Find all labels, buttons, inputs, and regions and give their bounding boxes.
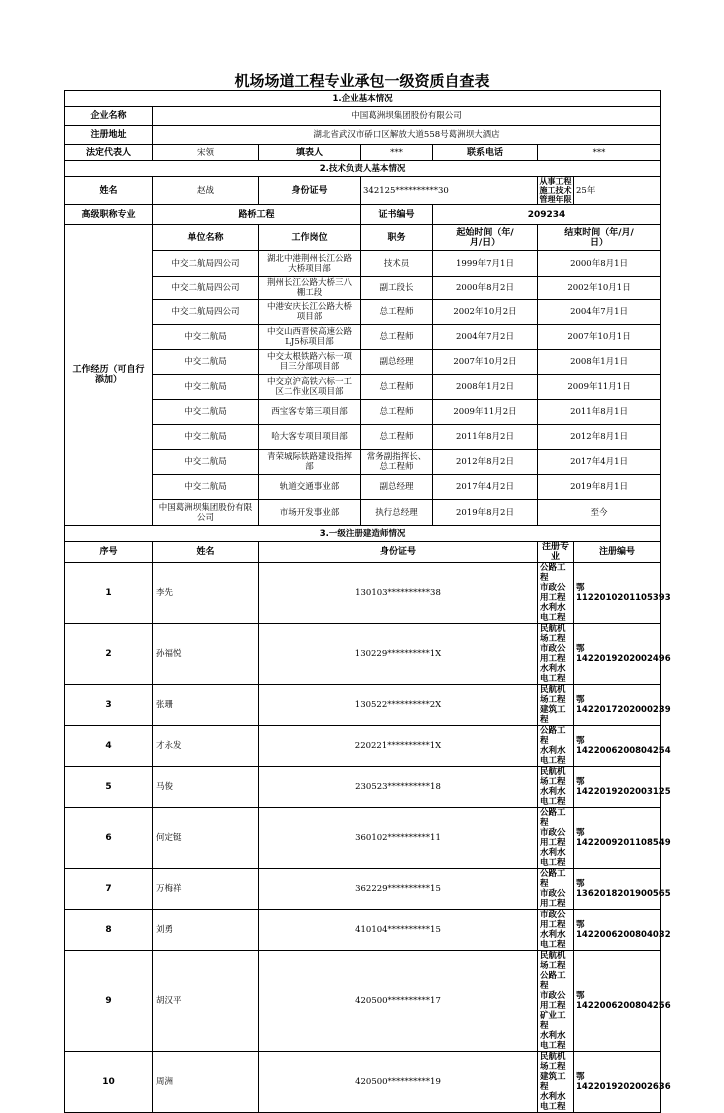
work-post: 市场开发事业部 [259, 500, 361, 526]
filler-value: *** [361, 145, 433, 161]
builder-majors [538, 869, 574, 910]
builder-no: 5 [65, 767, 153, 808]
builder-major: 民航机场工程 [540, 624, 566, 644]
builder-major: 建筑工程 [540, 705, 566, 725]
builder-row [65, 1052, 661, 1113]
work-role: 总工程师 [361, 425, 433, 450]
work-row [65, 450, 661, 475]
builder-col-major: 注册专业 [538, 542, 574, 563]
builder-id: 420500**********17 [259, 951, 538, 1052]
builder-major: 市政公用工程 [540, 644, 566, 664]
builder-major: 水利水电工程 [540, 1031, 566, 1051]
builder-reg: 鄂1422006200804032 [574, 910, 661, 951]
builder-reg: 鄂1422009201108549 [574, 808, 661, 869]
builder-no: 2 [65, 624, 153, 685]
work-role: 副工段长 [361, 277, 433, 300]
address-value: 湖北省武汉市硚口区解放大道558号葛洲坝大酒店 [153, 126, 661, 145]
work-end: 2002年10月1日 [538, 277, 661, 300]
work-col-unit: 单位名称 [153, 225, 259, 251]
builder-major: 水利水电工程 [540, 603, 566, 623]
work-role: 技术员 [361, 251, 433, 277]
builder-reg: 鄂1422006200804254 [574, 726, 661, 767]
work-post: 湖北中港荆州长江公路大桥项目部 [259, 251, 361, 277]
tech-name-label: 姓名 [65, 177, 153, 205]
builder-major: 市政公用工程 [540, 583, 566, 603]
title-major-value: 路桥工程 [153, 205, 361, 225]
work-row [65, 325, 661, 350]
builder-no: 3 [65, 685, 153, 726]
work-row [65, 425, 661, 450]
builder-id: 130103**********38 [259, 563, 538, 624]
builder-name: 周洲 [153, 1052, 259, 1113]
builder-row [65, 685, 661, 726]
page-title: 机场场道工程专业承包一级资质自查表 [234, 72, 490, 90]
builder-id: 360102**********11 [259, 808, 538, 869]
builder-major: 市政公用工程 [540, 991, 566, 1011]
builder-major: 矿业工程 [540, 1011, 566, 1031]
company-value: 中国葛洲坝集团股份有限公司 [153, 107, 661, 126]
builder-major: 公路工程 [540, 971, 566, 991]
legal-rep-label: 法定代表人 [65, 145, 153, 161]
builder-majors [538, 767, 574, 808]
work-row [65, 500, 661, 526]
builder-name: 刘勇 [153, 910, 259, 951]
builder-majors [538, 563, 574, 624]
builder-reg: 鄂1422017202000239 [574, 685, 661, 726]
work-end: 至今 [538, 500, 661, 526]
title-major-label: 高级职称专业 [65, 205, 153, 225]
work-row [65, 375, 661, 400]
work-col-post: 工作岗位 [259, 225, 361, 251]
work-end: 2000年8月1日 [538, 251, 661, 277]
work-row [65, 251, 661, 277]
builder-reg: 鄂1422019202002636 [574, 1052, 661, 1113]
builder-major: 水利水电工程 [540, 848, 566, 868]
work-unit: 中交二航局 [153, 375, 259, 400]
work-start: 1999年7月1日 [433, 251, 538, 277]
builder-major: 水利水电工程 [540, 787, 566, 807]
builder-majors [538, 726, 574, 767]
builder-name: 才永发 [153, 726, 259, 767]
work-post: 中交山西晋侯高速公路LJ5标项目部 [259, 325, 361, 350]
work-post: 青荣城际铁路建设指挥部 [259, 450, 361, 475]
work-unit: 中交二航局 [153, 400, 259, 425]
builder-row [65, 624, 661, 685]
builder-majors [538, 685, 574, 726]
builder-majors [538, 1052, 574, 1113]
builder-no: 8 [65, 910, 153, 951]
work-unit: 中交二航局 [153, 475, 259, 500]
builder-major: 民航机场工程 [540, 767, 566, 787]
work-start: 2008年1月2日 [433, 375, 538, 400]
builder-id: 130229**********1X [259, 624, 538, 685]
section3-heading: 3.一级注册建造师情况 [65, 526, 661, 542]
work-post: 轨道交通事业部 [259, 475, 361, 500]
builder-major: 公路工程 [540, 869, 566, 889]
builder-name: 李先 [153, 563, 259, 624]
builder-id: 220221**********1X [259, 726, 538, 767]
builder-name: 何定铤 [153, 808, 259, 869]
work-start: 2000年8月2日 [433, 277, 538, 300]
work-history-label: 工作经历（可自行添加） [65, 225, 153, 526]
builder-major: 水利水电工程 [540, 746, 566, 766]
builder-major: 公路工程 [540, 726, 566, 746]
builder-no: 6 [65, 808, 153, 869]
builder-no: 1 [65, 563, 153, 624]
builder-row [65, 910, 661, 951]
builder-majors [538, 951, 574, 1052]
tech-id-label: 身份证号 [259, 177, 361, 205]
builder-row [65, 951, 661, 1052]
work-unit: 中交二航局四公司 [153, 300, 259, 325]
builder-row [65, 726, 661, 767]
builder-col-id: 身份证号 [259, 542, 538, 563]
address-label: 注册地址 [65, 126, 153, 145]
work-col-start: 起始时间（年/月/日） [433, 225, 538, 251]
work-end: 2019年8月1日 [538, 475, 661, 500]
section1-heading: 1.企业基本情况 [65, 91, 661, 107]
work-unit: 中交二航局 [153, 350, 259, 375]
builder-id: 230523**********18 [259, 767, 538, 808]
builder-id: 362229**********15 [259, 869, 538, 910]
work-role: 副总经理 [361, 475, 433, 500]
builder-major: 民航机场工程 [540, 685, 566, 705]
work-post: 中交京沪高铁六标一工区二作业区项目部 [259, 375, 361, 400]
cert-no-value: 209234 [433, 205, 661, 225]
work-start: 2012年8月2日 [433, 450, 538, 475]
builder-major: 民航机场工程 [540, 951, 566, 971]
builder-majors [538, 910, 574, 951]
builder-col-name: 姓名 [153, 542, 259, 563]
company-label: 企业名称 [65, 107, 153, 126]
work-start: 2017年4月2日 [433, 475, 538, 500]
builder-major: 公路工程 [540, 808, 566, 828]
work-post: 哈大客专项目项目部 [259, 425, 361, 450]
builder-id: 130522**********2X [259, 685, 538, 726]
work-start: 2011年8月2日 [433, 425, 538, 450]
work-end: 2012年8月1日 [538, 425, 661, 450]
work-end: 2007年10月1日 [538, 325, 661, 350]
builder-no: 4 [65, 726, 153, 767]
builder-row [65, 563, 661, 624]
work-end: 2004年7月1日 [538, 300, 661, 325]
work-unit: 中国葛洲坝集团股份有限公司 [153, 500, 259, 526]
work-unit: 中交二航局四公司 [153, 277, 259, 300]
builder-reg: 鄂1422006200804256 [574, 951, 661, 1052]
work-row [65, 277, 661, 300]
work-col-role: 职务 [361, 225, 433, 251]
section2-heading: 2.技术负责人基本情况 [65, 161, 661, 177]
work-row [65, 475, 661, 500]
filler-label: 填表人 [259, 145, 361, 161]
builder-row [65, 869, 661, 910]
work-row [65, 350, 661, 375]
work-unit: 中交二航局 [153, 450, 259, 475]
work-role: 总工程师 [361, 375, 433, 400]
builder-major: 公路工程 [540, 563, 566, 583]
builder-reg: 鄂1122010201105393 [574, 563, 661, 624]
work-end: 2009年11月1日 [538, 375, 661, 400]
builder-major: 水利水电工程 [540, 1092, 566, 1112]
phone-value: *** [538, 145, 661, 161]
work-post: 中交太根铁路六标一项目三分部项目部 [259, 350, 361, 375]
builder-id: 420500**********19 [259, 1052, 538, 1113]
work-start: 2007年10月2日 [433, 350, 538, 375]
builder-reg: 鄂1422019202003125 [574, 767, 661, 808]
work-role: 常务副指挥长、总工程师 [361, 450, 433, 475]
work-col-end: 结束时间（年/月/日） [538, 225, 661, 251]
work-role: 总工程师 [361, 325, 433, 350]
legal-rep-value: 宋领 [153, 145, 259, 161]
builder-no: 9 [65, 951, 153, 1052]
builder-id: 410104**********15 [259, 910, 538, 951]
work-end: 2008年1月1日 [538, 350, 661, 375]
work-row [65, 300, 661, 325]
builder-name: 马俊 [153, 767, 259, 808]
cert-no-label: 证书编号 [361, 205, 433, 225]
builder-no: 10 [65, 1052, 153, 1113]
work-end: 2011年8月1日 [538, 400, 661, 425]
work-unit: 中交二航局 [153, 425, 259, 450]
builder-major: 水利水电工程 [540, 664, 566, 684]
work-post: 荆州长江公路大桥三八棚工段 [259, 277, 361, 300]
tech-years-label: 从事工程施工技术管理年限 [539, 177, 572, 204]
tech-id-value: 342125**********30 [361, 177, 538, 205]
builder-name: 张珊 [153, 685, 259, 726]
builder-major: 市政公用工程 [540, 910, 566, 930]
work-row [65, 400, 661, 425]
tech-years-value: 25年 [574, 177, 661, 205]
work-role: 副总经理 [361, 350, 433, 375]
builder-reg: 鄂1422019202002496 [574, 624, 661, 685]
builder-majors [538, 624, 574, 685]
builder-name: 胡汉平 [153, 951, 259, 1052]
builder-major: 建筑工程 [540, 1072, 566, 1092]
builder-name: 孙福悦 [153, 624, 259, 685]
work-end: 2017年4月1日 [538, 450, 661, 475]
work-role: 总工程师 [361, 400, 433, 425]
work-start: 2019年8月2日 [433, 500, 538, 526]
builder-row [65, 767, 661, 808]
builder-major: 市政公用工程 [540, 889, 566, 909]
qualification-table [64, 90, 671, 1113]
work-post: 中港安庆长江公路大桥项目部 [259, 300, 361, 325]
work-post: 西宝客专第三项目部 [259, 400, 361, 425]
builder-col-reg: 注册编号 [574, 542, 661, 563]
builder-major: 市政公用工程 [540, 828, 566, 848]
work-start: 2004年7月2日 [433, 325, 538, 350]
work-role: 总工程师 [361, 300, 433, 325]
work-start: 2002年10月2日 [433, 300, 538, 325]
builder-majors [538, 808, 574, 869]
builder-col-no: 序号 [65, 542, 153, 563]
work-unit: 中交二航局四公司 [153, 251, 259, 277]
builder-major: 民航机场工程 [540, 1052, 566, 1072]
builder-major: 水利水电工程 [540, 930, 566, 950]
builder-no: 7 [65, 869, 153, 910]
builder-name: 万梅祥 [153, 869, 259, 910]
builder-row [65, 808, 661, 869]
phone-label: 联系电话 [433, 145, 538, 161]
builder-reg: 鄂1362018201900565 [574, 869, 661, 910]
work-role: 执行总经理 [361, 500, 433, 526]
tech-name-value: 赵战 [153, 177, 259, 205]
work-unit: 中交二航局 [153, 325, 259, 350]
work-start: 2009年11月2日 [433, 400, 538, 425]
